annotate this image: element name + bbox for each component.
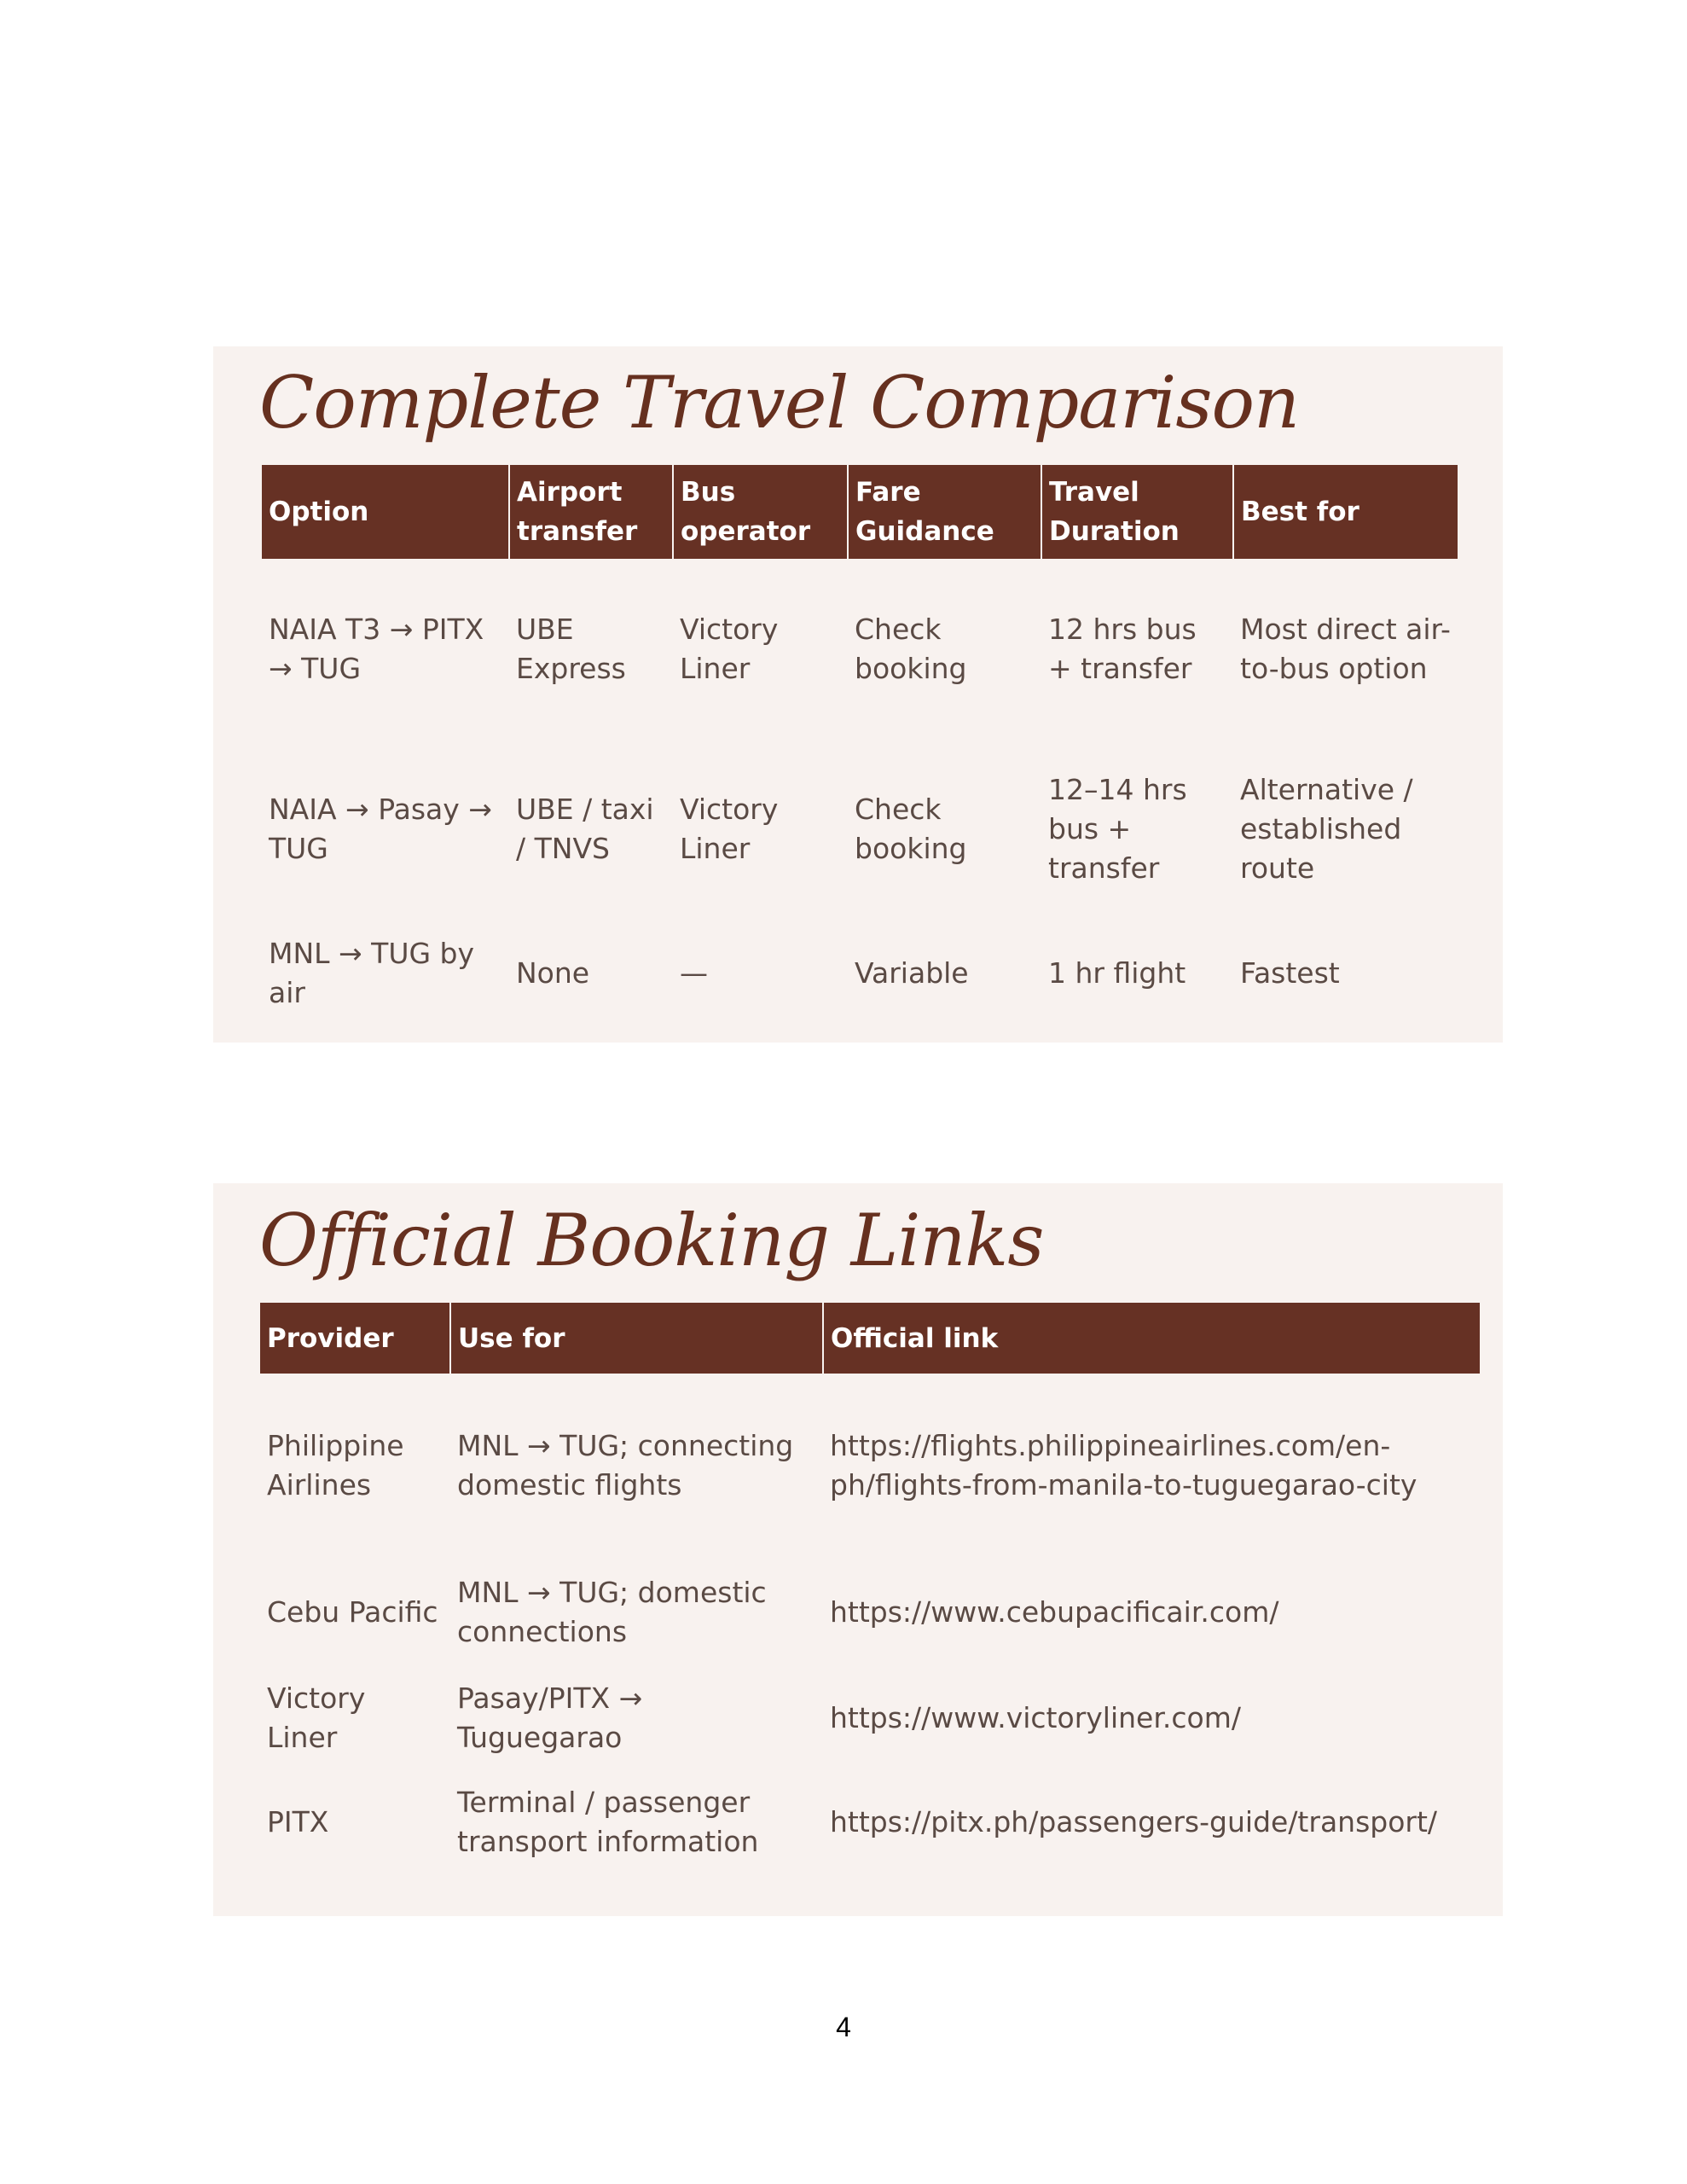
travel-comparison-table [262, 465, 1458, 1028]
table-cell: Victory Liner [680, 793, 779, 865]
table-row [262, 559, 1458, 740]
page-number: 4 [836, 2012, 851, 2042]
table-cell: Victory Liner [680, 613, 779, 685]
table-cell: NAIA → Pasay → TUG [269, 793, 492, 865]
table-cell: 12–14 hrs bus + transfer [1048, 773, 1187, 885]
table-cell: Most direct air-to-bus option [1240, 613, 1451, 685]
table-cell: MNL → TUG; domestic connections [457, 1576, 767, 1648]
table-cell: 1 hr flight [1048, 956, 1186, 990]
table-row [260, 1668, 1480, 1769]
column-header-fare-guidance: Fare Guidance [848, 465, 1041, 559]
table-row [262, 740, 1458, 919]
column-header-official-link: Official link [823, 1303, 1480, 1374]
table-header-row [260, 1303, 1480, 1374]
table-cell: Check booking [855, 793, 967, 865]
booking-links-table [260, 1303, 1480, 1875]
column-header-option: Option [262, 465, 509, 559]
table-row [260, 1374, 1480, 1557]
table-cell: Pasay/PITX → Tuguegarao [457, 1682, 643, 1754]
table-cell: PITX [267, 1804, 329, 1838]
column-header-travel-duration: Travel Duration [1041, 465, 1233, 559]
table-cell: UBE / taxi / TNVS [516, 793, 654, 865]
table-cell: 12 hrs bus + transfer [1048, 613, 1197, 685]
column-header-airport-transfer: Airport transfer [509, 465, 673, 559]
table-row [260, 1769, 1480, 1875]
booking-link[interactable]: https://www.cebupacificair.com/ [830, 1595, 1279, 1629]
table-row [262, 919, 1458, 1028]
table-cell: Fastest [1240, 956, 1340, 990]
table-cell: Philippine Airlines [267, 1428, 404, 1502]
column-header-use-for: Use for [450, 1303, 823, 1374]
booking-links-title: Official Booking Links [259, 1199, 1044, 1282]
column-header-provider: Provider [260, 1303, 450, 1374]
table-cell: — [680, 956, 708, 990]
travel-comparison-title: Complete Travel Comparison [259, 361, 1300, 444]
travel-comparison-card [213, 346, 1503, 1043]
table-cell: Variable [855, 956, 969, 990]
booking-link[interactable]: https://www.victoryliner.com/ [830, 1701, 1241, 1734]
table-cell: Check booking [855, 613, 967, 685]
booking-link[interactable]: https://pitx.ph/passengers-guide/transport/ [830, 1804, 1438, 1838]
table-row [260, 1557, 1480, 1668]
booking-links-card [213, 1183, 1503, 1916]
column-header-bus-operator: Bus operator [673, 465, 848, 559]
table-cell: Terminal / passenger transport information [457, 1785, 759, 1858]
table-cell: NAIA T3 → PITX → TUG [269, 613, 484, 685]
column-header-best-for: Best for [1233, 465, 1458, 559]
table-cell: MNL → TUG by air [269, 937, 475, 1009]
table-cell: MNL → TUG; connecting domestic flights [457, 1428, 794, 1502]
table-cell: Victory Liner [267, 1682, 366, 1754]
booking-link[interactable]: https://flights.philippineairlines.com/en-ph/flights-from-manila-to-tuguegarao-city [830, 1428, 1417, 1502]
table-header-row [262, 465, 1458, 559]
table-cell: Alternative / established route [1240, 773, 1413, 885]
table-cell: None [516, 956, 590, 990]
table-cell: UBE Express [516, 613, 626, 685]
table-cell: Cebu Pacific [267, 1595, 438, 1629]
